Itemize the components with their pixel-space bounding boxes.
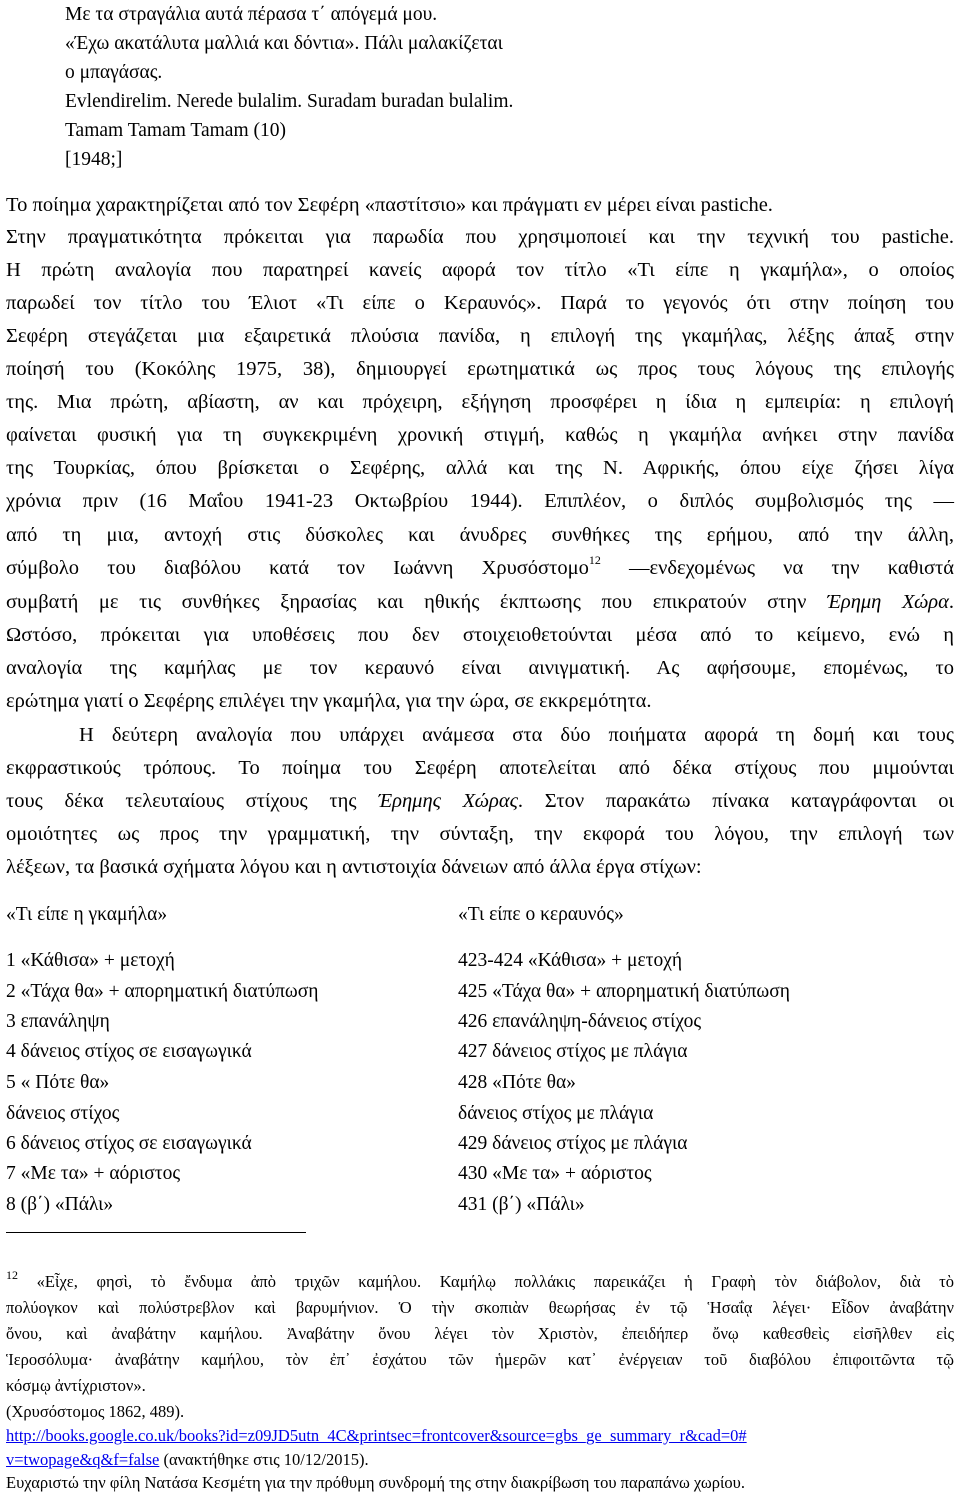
- poem-line: Evlendirelim. Nerede bulalim. Suradam buradan bulalim.: [65, 91, 514, 112]
- table-header-left: «Τι είπε η γκαμήλα»: [6, 904, 168, 925]
- table-cell-left: 4 δάνειος στίχος σε εισαγωγικά: [6, 1041, 252, 1062]
- table-cell-left: 8 (β΄) «Πάλι»: [6, 1194, 114, 1215]
- body-line: Στην πραγματικότητα πρόκειται για παρωδία που χρησιμοποιεί και την τεχνική του pastiche.: [6, 226, 954, 248]
- footnote-line: κόσμῳ ἀντίχριστον».: [6, 1376, 146, 1395]
- table-header-right: «Τι είπε ο κεραυνός»: [458, 904, 624, 925]
- footnote-line: [6, 1450, 369, 1470]
- body-line: αναλογία της καμήλας με τον κεραυνό είναι αινιγματική. Ας αφήσουμε, επομένως, το: [6, 657, 954, 679]
- body-line: Η πρώτη αναλογία που παρατηρεί κανείς αφορά τον τίτλο «Τι είπε η γκαμήλα», ο οποίος: [6, 259, 954, 281]
- body-text: συμβατή με τις συνθήκες ξηρασίας και ηθικής έκπτωσης που επικρατούν στην: [6, 591, 827, 613]
- body-line: [6, 790, 954, 813]
- access-note: (ανακτήθηκε στις 10/12/2015).: [159, 1450, 369, 1469]
- footnote-thanks: Ευχαριστώ την φίλη Νατάσα Κεσμέτη για την πρόθυμη συνδρομή της στην διακρίβωση του παραπάνω χωρίου.: [6, 1473, 745, 1492]
- footnote-citation: (Χρυσόστομος 1862, 489).: [6, 1402, 185, 1421]
- table-cell-left: 1 «Κάθισα» + μετοχή: [6, 950, 175, 971]
- body-text: . Στον παρακάτω πίνακα καταγράφονται οι: [517, 790, 954, 812]
- table-cell-left: 3 επανάληψη: [6, 1011, 110, 1032]
- body-line: από τη μια, αντοχή στις δύσκολες και άνυδρες συνθήκες της ερήμου, από την άλλη,: [6, 524, 954, 546]
- body-text: τους δέκα τελευταίους στίχους της: [6, 790, 379, 812]
- body-line: ερώτημα γιατί ο Σεφέρης επιλέγει την γκαμήλα, για την ώρα, σε εκκρεμότητα.: [6, 690, 652, 712]
- table-cell-left: δάνειος στίχος: [6, 1103, 120, 1124]
- body-line: της. Μια πρώτη, αβίαστη, αν και πρόχειρη, εξήγηση προσφέρει η ίδια η εμπειρία: η επιλογή: [6, 391, 954, 413]
- body-line: χρόνια πριν (16 Μαΐου 1941-23 Οκτωβρίου 1944). Επιπλέον, ο διπλός συμβολισμός της —: [6, 490, 954, 512]
- body-line: εκφραστικούς τρόπους. Το ποίημα του Σεφέρη αποτελείται από δέκα στίχους που μιμούνται: [6, 757, 954, 779]
- footnote-separator: [6, 1232, 306, 1233]
- footnote-line: [6, 1426, 747, 1446]
- table-cell-left: 7 «Με τα» + αόριστος: [6, 1163, 181, 1184]
- table-cell-right: 426 επανάληψη-δάνειος στίχος: [458, 1011, 702, 1032]
- table-cell-left: 5 « Πότε θα»: [6, 1072, 110, 1093]
- body-line: φαίνεται φυσική για τη συγκεκριμένη χρονική στιγμή, καθώς η γκαμήλα ανήκει στην πανίδα: [6, 424, 954, 446]
- body-line: λέξεων, τα βασικά σχήματα λόγου και η αντιστοιχία δάνειων από άλλα έργα στίχων:: [6, 856, 702, 878]
- footnote-ref[interactable]: 12: [588, 553, 601, 568]
- body-line: [6, 591, 954, 614]
- body-line: Ωστόσο, πρόκειται για υποθέσεις που δεν στοιχειοθετούνται μέσα από το κείμενο, ενώ η: [6, 624, 954, 646]
- poem-line: [1948;]: [65, 149, 123, 170]
- table-cell-left: 2 «Τάχα θα» + απορηματική διατύπωση: [6, 981, 319, 1002]
- body-text: σύμβολο του διαβόλου κατά τον Ιωάννη Χρυσόστομο: [6, 557, 589, 579]
- poem-line: Με τα στραγάλια αυτά πέρασα τ΄ απόγεμά μου.: [65, 4, 438, 25]
- table-cell-left: 6 δάνειος στίχος σε εισαγωγικά: [6, 1133, 252, 1154]
- body-line: Σεφέρη στεγάζεται μια εξαιρετικά πλούσια πανίδα, η επιλογή της γκαμήλας, λέξης άπαξ στην: [6, 325, 954, 347]
- table-cell-right: 425 «Τάχα θα» + απορηματική διατύπωση: [458, 981, 790, 1002]
- table-cell-right: 430 «Με τα» + αόριστος: [458, 1163, 652, 1184]
- table-cell-right: 428 «Πότε θα»: [458, 1072, 576, 1093]
- table-cell-right: δάνειος στίχος με πλάγια: [458, 1103, 654, 1124]
- source-link-continued[interactable]: v=twopage&q&f=false: [6, 1450, 160, 1469]
- poem-line: Tamam Tamam Tamam (10): [65, 120, 286, 141]
- table-cell-right: 423-424 «Κάθισα» + μετοχή: [458, 950, 683, 971]
- body-line: ποίησή του (Κοκόλης 1975, 38), δημιουργεί ερωτηματικά ως προς τους λόγους της επιλογής: [6, 358, 954, 380]
- footnote-line: Ἱεροσόλυμα· ἀναβάτην καμήλου, τὸν ἐπ᾽ ἐσχάτου τῶν ἡμερῶν κατ᾽ ἐνέργειαν τοῦ διαβόλου ἐπιφοιτῶντα τῷ: [6, 1350, 954, 1369]
- footnote-line: [6, 1267, 955, 1292]
- title-italic: Έρημη Χώρα: [826, 591, 949, 613]
- body-line: Το ποίημα χαρακτηρίζεται από τον Σεφέρη «παστίτσιο» και πράγματι εν μέρει είναι pastiche.: [6, 194, 773, 216]
- poem-line: «Έχω ακατάλυτα μαλλιά και δόντια». Πάλι μαλακίζεται: [65, 33, 503, 54]
- body-line: [6, 553, 954, 580]
- table-cell-right: 431 (β΄) «Πάλι»: [458, 1194, 585, 1215]
- body-line: παρωδεί τον τίτλο του Έλιοτ «Τι είπε ο Κεραυνός». Παρά το γεγονός ότι στην ποίηση του: [6, 292, 954, 314]
- body-line: ομοιότητες ως προς την γραμματική, την σύνταξη, την εκφορά του λόγου, την επιλογή των: [6, 823, 954, 845]
- source-link[interactable]: http://books.google.co.uk/books?id=z09JD5utn_4C&printsec=frontcover&source=gbs_ge_summary_r&cad=0#: [6, 1426, 747, 1445]
- body-text: —ενδεχομένως να την καθιστά: [600, 557, 954, 579]
- footnote-text: «Εἶχε, φησὶ, τὸ ἔνδυμα ἀπὸ τριχῶν καμήλου. Καμήλῳ πολλάκις παρεικάζει ἡ Γραφὴ τὸν διάβολον, διὰ τὸ: [36, 1272, 955, 1291]
- title-italic: Έρημης Χώρας: [378, 790, 518, 812]
- body-line: της Τουρκίας, όπου βρίσκεται ο Σεφέρης, αλλά και της Ν. Αφρικής, όπου είχε ζήσει λίγα: [6, 457, 954, 479]
- footnote-number: 12: [6, 1267, 18, 1282]
- poem-line: ο μπαγάσας.: [65, 62, 163, 83]
- table-cell-right: 427 δάνειος στίχος με πλάγια: [458, 1041, 688, 1062]
- table-cell-right: 429 δάνειος στίχος με πλάγια: [458, 1133, 688, 1154]
- body-text: .: [948, 591, 954, 613]
- footnote-line: ὄνου, καὶ ἀναβάτην καμήλου. Ἀναβάτην ὄνου λέγει τὸν Χριστὸν, ἐπειδήπερ ὄνῳ καθεσθεὶς εἰσῆλθεν εἰς: [6, 1324, 954, 1343]
- footnote-line: πολύογκον καὶ πολύστρεβλον καὶ βαρυμήνιον. Ὁ τὴν σκοπιὰν θεωρήσας ἐν τῷ Ἡσαΐᾳ λέγει· Εἶδον ἀναβάτην: [6, 1298, 954, 1317]
- body-line: Η δεύτερη αναλογία που υπάρχει ανάμεσα στα δύο ποιήματα αφορά τη δομή και τους: [79, 724, 954, 746]
